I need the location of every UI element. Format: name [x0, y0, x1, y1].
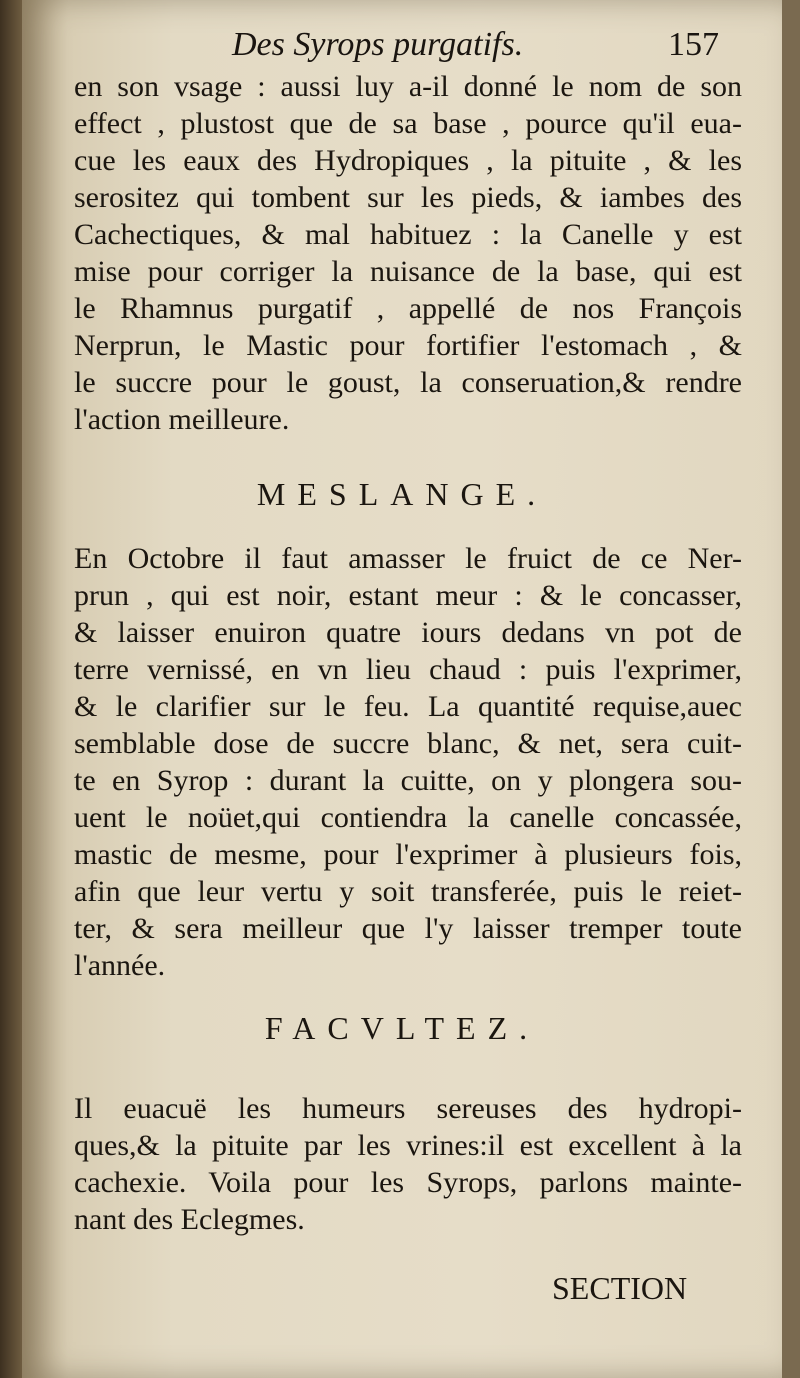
text-line: nant des Eclegmes.: [74, 1203, 305, 1236]
running-title: Des Syrops purgatifs.: [232, 26, 524, 63]
paragraph-meslange: [74, 540, 742, 984]
text-line: cue les eaux des Hydropiques , la pituite , & les: [74, 144, 742, 177]
section-heading-meslange: MESLANGE.: [256, 476, 548, 512]
paragraph-facultez: [74, 1090, 742, 1238]
text-line: ter, & sera meilleur que l'y laisser tremper toute: [74, 912, 742, 945]
text-line: en son vsage : aussi luy a-il donné le nom de son: [74, 70, 742, 103]
text-line: le Rhamnus purgatif , appellé de nos François: [74, 292, 742, 325]
text-line: prun , qui est noir, estant meur : & le concasser,: [74, 579, 742, 612]
text-line: mastic de mesme, pour l'exprimer à plusieurs fois,: [74, 838, 742, 871]
catchword: SECTION: [552, 1270, 688, 1306]
book-page: [22, 0, 782, 1378]
text-line: Il euacuë les humeurs sereuses des hydropi-: [74, 1092, 742, 1125]
text-line: & laisser enuiron quatre iours dedans vn pot de: [74, 616, 742, 649]
text-line: effect , plustost que de sa base , pource qu'il eua-: [74, 107, 742, 140]
text-line: ques,& la pituite par les vrines:il est excellent à la: [74, 1129, 742, 1162]
text-line: & le clarifier sur le feu. La quantité requise,auec: [74, 690, 742, 723]
text-line: terre vernissé, en vn lieu chaud : puis l'exprimer,: [74, 653, 742, 686]
paragraph-intro: [74, 68, 742, 438]
text-line: afin que leur vertu y soit transferée, puis le reiet-: [74, 875, 742, 908]
text-line: semblable dose de succre blanc, & net, sera cuit-: [74, 727, 742, 760]
book-spine-shadow: [0, 0, 22, 1378]
text-line: cachexie. Voila pour les Syrops, parlons mainte-: [74, 1166, 742, 1199]
text-line: uent le noüet,qui contiendra la canelle concassée,: [74, 801, 742, 834]
text-line: mise pour corriger la nuisance de la base, qui est: [74, 255, 742, 288]
text-line: te en Syrop : durant la cuitte, on y plongera sou-: [74, 764, 742, 797]
text-line: l'année.: [74, 949, 166, 982]
section-heading-facultez: FACVLTEZ.: [264, 1010, 540, 1046]
text-line: Nerprun, le Mastic pour fortifier l'estomach , &: [74, 329, 742, 362]
text-line: l'action meilleure.: [74, 403, 290, 436]
page-number: 157: [668, 26, 719, 63]
text-line: serositez qui tombent sur les pieds, & iambes des: [74, 181, 742, 214]
text-line: le succre pour le goust, la conseruation,& rendre: [74, 366, 742, 399]
text-line: En Octobre il faut amasser le fruict de ce Ner-: [74, 542, 742, 575]
text-line: Cachectiques, & mal habituez : la Canelle y est: [74, 218, 742, 251]
